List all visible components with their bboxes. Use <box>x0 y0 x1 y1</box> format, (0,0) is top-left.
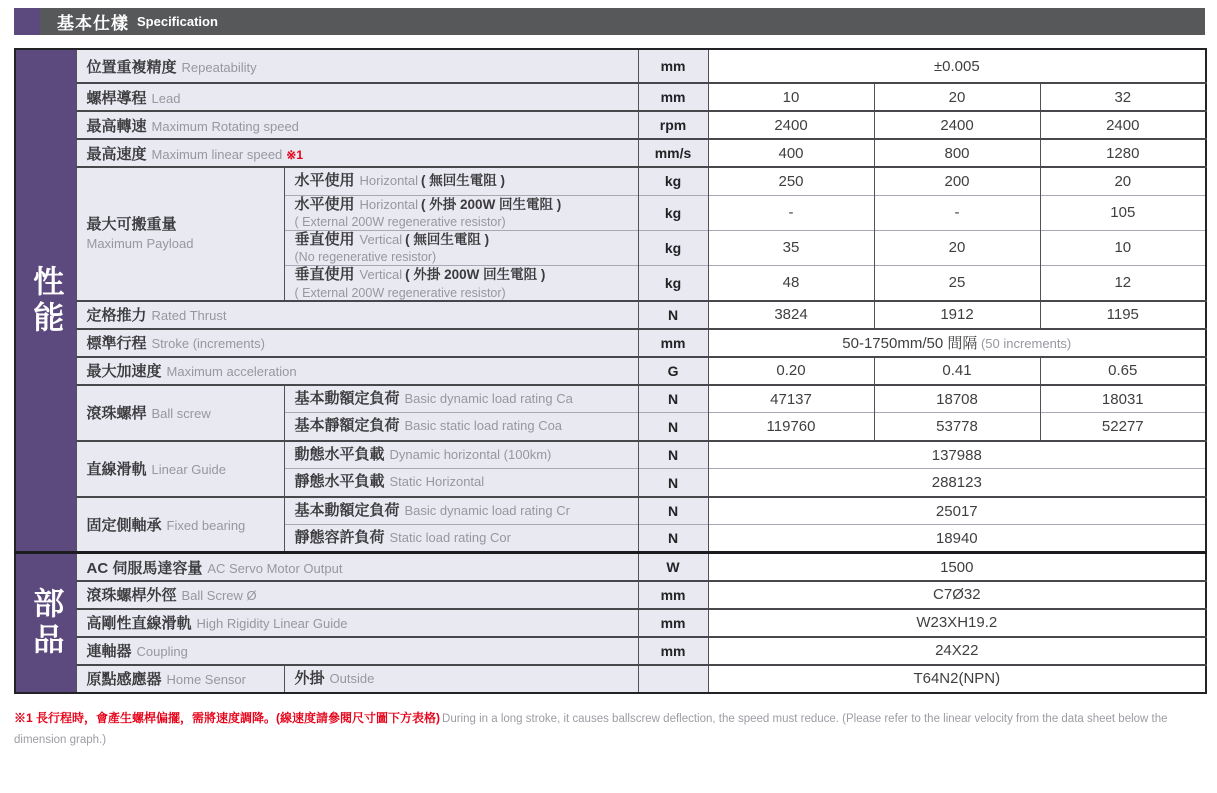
value-cell <box>1040 301 1206 329</box>
label-zh: 最高轉速 <box>86 117 147 135</box>
label-en: Maximum Payload <box>86 235 194 251</box>
value-cell <box>1040 195 1206 230</box>
spec-label-cell <box>76 83 638 111</box>
footnote-en: During in a long stroke, it causes ballscrew deflection, the speed must reduce. (Please refer to the linear velocity from the data sheet below the dimension graph.) <box>14 712 1168 746</box>
spec-label-cell <box>76 167 284 301</box>
value-cell <box>708 609 1206 637</box>
value-text: 18708 <box>936 390 978 408</box>
value-text: 24X22 <box>935 642 979 660</box>
spec-row <box>15 637 1206 665</box>
value-cell <box>1040 167 1206 195</box>
value-cell <box>708 553 1206 581</box>
unit-cell <box>638 665 708 693</box>
unit-cell: N <box>638 469 708 497</box>
sub-label-line2: ( External 200W regenerative resistor) <box>294 285 506 300</box>
value-cell <box>708 637 1206 665</box>
unit-cell: N <box>638 413 708 441</box>
spec-label-cell <box>76 139 638 167</box>
spec-sub-cell <box>284 441 638 469</box>
sub-label-en: Vertical <box>359 231 403 247</box>
spec-sub-cell <box>284 385 638 413</box>
sub-label-zh: 基本靜額定負荷 <box>294 417 400 435</box>
value-cell <box>708 167 874 195</box>
unit-cell: N <box>638 301 708 329</box>
value-text: T64N2(NPN) <box>913 670 1001 688</box>
sub-label-en: Dynamic horizontal (100km) <box>389 446 552 462</box>
value-text: 25017 <box>935 502 978 520</box>
value-cell <box>874 357 1040 385</box>
unit-cell: kg <box>638 195 708 230</box>
unit-cell: mm/s <box>638 139 708 167</box>
value-cell <box>874 139 1040 167</box>
value-cell <box>708 265 874 301</box>
label-zh: 滾珠螺桿 <box>86 405 147 423</box>
label-en: Coupling <box>136 644 188 660</box>
value-cell <box>708 413 874 441</box>
label-zh: 位置重複精度 <box>86 58 177 76</box>
value-text: 288123 <box>931 474 982 492</box>
spec-label-cell <box>76 111 638 139</box>
label-zh: 最高速度 <box>86 145 147 163</box>
value-cell <box>874 195 1040 230</box>
value-muted-text: (50 increments) <box>977 336 1072 352</box>
value-text: ±0.005 <box>933 57 980 75</box>
page-title-en: Specification <box>137 14 218 29</box>
value-cell <box>708 139 874 167</box>
value-text: 10 <box>782 88 800 106</box>
sub-label-en: Static load rating Cor <box>389 530 511 545</box>
value-cell <box>1040 139 1206 167</box>
value-text: 32 <box>1114 88 1132 106</box>
label-zh: 螺桿導程 <box>86 89 147 107</box>
unit-cell: kg <box>638 265 708 301</box>
label-en: High Rigidity Linear Guide <box>196 616 348 632</box>
label-en: Stroke (increments) <box>151 336 265 352</box>
value-text: 2400 <box>1106 116 1140 134</box>
value-cell <box>708 525 1206 553</box>
spec-label-cell <box>76 637 638 665</box>
label-en: Rated Thrust <box>151 308 227 324</box>
label-zh: 固定側軸承 <box>86 517 162 535</box>
spec-row <box>15 83 1206 111</box>
spec-sub-cell <box>284 665 638 693</box>
unit-cell: W <box>638 553 708 581</box>
sub-label-zh: 水平使用 <box>294 195 355 213</box>
spec-sub-cell <box>284 230 638 265</box>
value-text: 10 <box>1114 239 1132 257</box>
spec-sub-cell <box>284 525 638 553</box>
value-text: 2400 <box>940 116 974 134</box>
spec-row <box>15 609 1206 637</box>
value-cell <box>708 111 874 139</box>
unit-cell: mm <box>638 49 708 83</box>
value-text: 12 <box>1114 274 1132 292</box>
sub-label-zh: 基本動額定負荷 <box>294 389 400 407</box>
value-cell <box>1040 357 1206 385</box>
label-zh: AC 伺服馬達容量 <box>86 559 203 577</box>
label-en: Maximum linear speed <box>151 146 283 162</box>
sub-label-en: Vertical <box>359 266 403 282</box>
sub-label-zh: 靜態水平負載 <box>294 473 385 491</box>
value-cell <box>708 49 1206 83</box>
value-text: 20 <box>1114 172 1132 190</box>
value-cell <box>1040 413 1206 441</box>
value-cell <box>1040 111 1206 139</box>
label-zh: 最大可搬重量 <box>86 216 177 234</box>
sub-label-en: Basic dynamic load rating Ca <box>404 390 573 406</box>
value-cell <box>708 665 1206 693</box>
value-cell <box>874 301 1040 329</box>
spec-label-cell <box>76 553 638 581</box>
label-en: Repeatability <box>181 59 257 75</box>
spec-row <box>15 167 1206 195</box>
label-zh: 定格推力 <box>86 307 147 325</box>
spec-label-cell <box>76 609 638 637</box>
spec-label-cell <box>76 441 284 497</box>
value-text: 20 <box>948 88 966 106</box>
value-cell <box>708 581 1206 609</box>
spec-sub-cell <box>284 167 638 195</box>
spec-sub-cell <box>284 265 638 301</box>
spec-row <box>15 497 1206 525</box>
value-cell <box>874 230 1040 265</box>
unit-cell: mm <box>638 609 708 637</box>
label-zh: 標準行程 <box>86 335 147 353</box>
spec-table-body <box>15 49 1206 693</box>
unit-cell: mm <box>638 329 708 357</box>
label-en: Ball Screw Ø <box>181 588 257 604</box>
label-en: Fixed bearing <box>166 518 246 534</box>
value-cell <box>708 301 874 329</box>
label-zh: 高剛性直線滑軌 <box>86 615 192 633</box>
value-text: 2400 <box>774 116 808 134</box>
value-cell <box>708 469 1206 497</box>
sub-label-zh: 外掛 <box>294 669 325 687</box>
label-zh: 最大加速度 <box>86 363 162 381</box>
value-text: 52277 <box>1101 418 1144 436</box>
sub-label-line2: (No regenerative resistor) <box>294 250 437 265</box>
spec-sub-cell <box>284 195 638 230</box>
spec-row <box>15 385 1206 413</box>
value-cell <box>874 385 1040 413</box>
spec-row <box>15 553 1206 581</box>
value-cell <box>708 357 874 385</box>
sub-label-en: Basic dynamic load rating Cr <box>404 502 570 518</box>
unit-cell: rpm <box>638 111 708 139</box>
sub-label-line2: ( External 200W regenerative resistor) <box>294 215 506 230</box>
value-cell <box>874 265 1040 301</box>
section-header <box>14 8 1205 35</box>
unit-cell: G <box>638 357 708 385</box>
sub-label-zh: 垂直使用 <box>294 265 355 283</box>
label-zh: 原點感應器 <box>86 671 162 689</box>
spec-label-cell <box>76 581 638 609</box>
value-text: 18940 <box>935 529 978 547</box>
value-text: 35 <box>782 239 800 257</box>
unit-cell: N <box>638 385 708 413</box>
label-en: Home Sensor <box>166 672 246 688</box>
header-accent-square <box>14 8 40 35</box>
label-en: Lead <box>151 90 181 106</box>
value-text: 25 <box>948 274 966 292</box>
spec-row <box>15 441 1206 469</box>
spec-table <box>14 48 1207 694</box>
sub-label-en: Outside <box>329 670 375 686</box>
value-cell <box>874 83 1040 111</box>
unit-cell: kg <box>638 167 708 195</box>
value-text: - <box>954 204 960 222</box>
value-cell <box>874 413 1040 441</box>
sub-label-paren: ( 無回生電阻 ) <box>421 172 506 188</box>
spec-label-cell <box>76 497 284 553</box>
spec-sub-cell <box>284 413 638 441</box>
unit-cell: mm <box>638 581 708 609</box>
value-text: 0.65 <box>1108 362 1138 380</box>
value-text: 50-1750mm/50 間隔 <box>842 335 978 353</box>
sub-label-zh: 水平使用 <box>294 171 355 189</box>
spec-row <box>15 665 1206 693</box>
label-en: Ball screw <box>151 406 211 422</box>
value-text: 47137 <box>770 390 812 408</box>
sub-label-paren: ( 無回生電阻 ) <box>405 231 490 247</box>
footnote-zh: ※1 長行程時，會產生螺桿偏擺，需將速度調降。(線速度請參閱尺寸圖下方表格) <box>14 710 441 725</box>
footnote <box>14 708 1209 750</box>
label-zh: 滾珠螺桿外徑 <box>86 587 177 605</box>
spec-label-cell <box>76 665 284 693</box>
value-cell <box>1040 385 1206 413</box>
unit-cell: N <box>638 441 708 469</box>
value-text: 0.20 <box>776 362 806 380</box>
unit-cell: mm <box>638 83 708 111</box>
spec-row <box>15 49 1206 83</box>
spec-row <box>15 301 1206 329</box>
value-text: 119760 <box>766 418 816 436</box>
value-text: 200 <box>944 172 970 190</box>
sub-label-en: Basic static load rating Coa <box>404 418 563 434</box>
sub-label-paren: ( 外掛 200W 回生電阻 ) <box>405 266 546 282</box>
label-en: Linear Guide <box>151 462 226 478</box>
sub-label-paren: ( 外掛 200W 回生電阻 ) <box>421 196 562 212</box>
label-en: AC Servo Motor Output <box>207 560 343 576</box>
value-text: 53778 <box>936 418 978 436</box>
value-cell <box>708 230 874 265</box>
spec-label-cell <box>76 49 638 83</box>
label-en: Maximum acceleration <box>166 364 297 380</box>
value-text: 3824 <box>774 306 808 324</box>
sub-label-en: Horizontal <box>359 196 419 212</box>
spec-row <box>15 139 1206 167</box>
header-bar <box>40 8 1205 35</box>
label-zh: 直線滑軌 <box>86 461 147 479</box>
value-cell <box>874 111 1040 139</box>
value-text: 250 <box>778 172 804 190</box>
spec-label-cell <box>76 329 638 357</box>
label-en: Maximum Rotating speed <box>151 118 299 134</box>
value-text: 1195 <box>1106 306 1139 324</box>
value-cell <box>708 497 1206 525</box>
value-cell <box>1040 83 1206 111</box>
spec-row <box>15 357 1206 385</box>
value-text: 48 <box>782 274 800 292</box>
value-text: 1500 <box>940 558 974 576</box>
sub-label-en: Static Horizontal <box>389 474 485 490</box>
spec-label-cell <box>76 357 638 385</box>
unit-cell: N <box>638 497 708 525</box>
spec-row <box>15 581 1206 609</box>
unit-cell: kg <box>638 230 708 265</box>
footnote-ref-marker: ※1 <box>286 147 304 162</box>
sub-label-zh: 基本動額定負荷 <box>294 501 400 519</box>
value-text: 0.41 <box>942 362 972 380</box>
sub-label-zh: 動態水平負載 <box>294 445 385 463</box>
value-cell <box>874 167 1040 195</box>
value-text: 1280 <box>1106 144 1140 162</box>
spec-row <box>15 111 1206 139</box>
unit-cell: N <box>638 525 708 553</box>
value-text: 105 <box>1110 204 1136 222</box>
value-cell <box>708 83 874 111</box>
value-text: 800 <box>944 144 970 162</box>
value-text: W23XH19.2 <box>916 614 998 632</box>
label-zh: 連軸器 <box>86 643 132 661</box>
value-cell <box>708 441 1206 469</box>
value-cell <box>1040 230 1206 265</box>
sub-label-zh: 垂直使用 <box>294 230 355 248</box>
section-label-parts: 部品 <box>15 553 76 693</box>
sub-label-en: Horizontal <box>359 172 419 188</box>
section-label-performance: 性能 <box>15 49 76 553</box>
value-text: - <box>788 204 794 222</box>
spec-label-cell <box>76 301 638 329</box>
spec-label-cell <box>76 385 284 441</box>
value-cell <box>1040 265 1206 301</box>
spec-row <box>15 329 1206 357</box>
value-text: C7Ø32 <box>933 586 981 604</box>
sub-label-zh: 靜態容許負荷 <box>294 529 385 546</box>
value-cell <box>708 385 874 413</box>
spec-sub-cell <box>284 469 638 497</box>
value-text: 1912 <box>940 306 974 324</box>
value-text: 18031 <box>1101 390 1144 408</box>
value-text: 400 <box>778 144 804 162</box>
value-text: 137988 <box>931 446 982 464</box>
unit-cell: mm <box>638 637 708 665</box>
value-text: 20 <box>948 239 966 257</box>
value-cell <box>708 195 874 230</box>
page-title-zh: 基本仕樣 <box>57 14 129 33</box>
value-cell <box>708 329 1206 357</box>
spec-sub-cell <box>284 497 638 525</box>
